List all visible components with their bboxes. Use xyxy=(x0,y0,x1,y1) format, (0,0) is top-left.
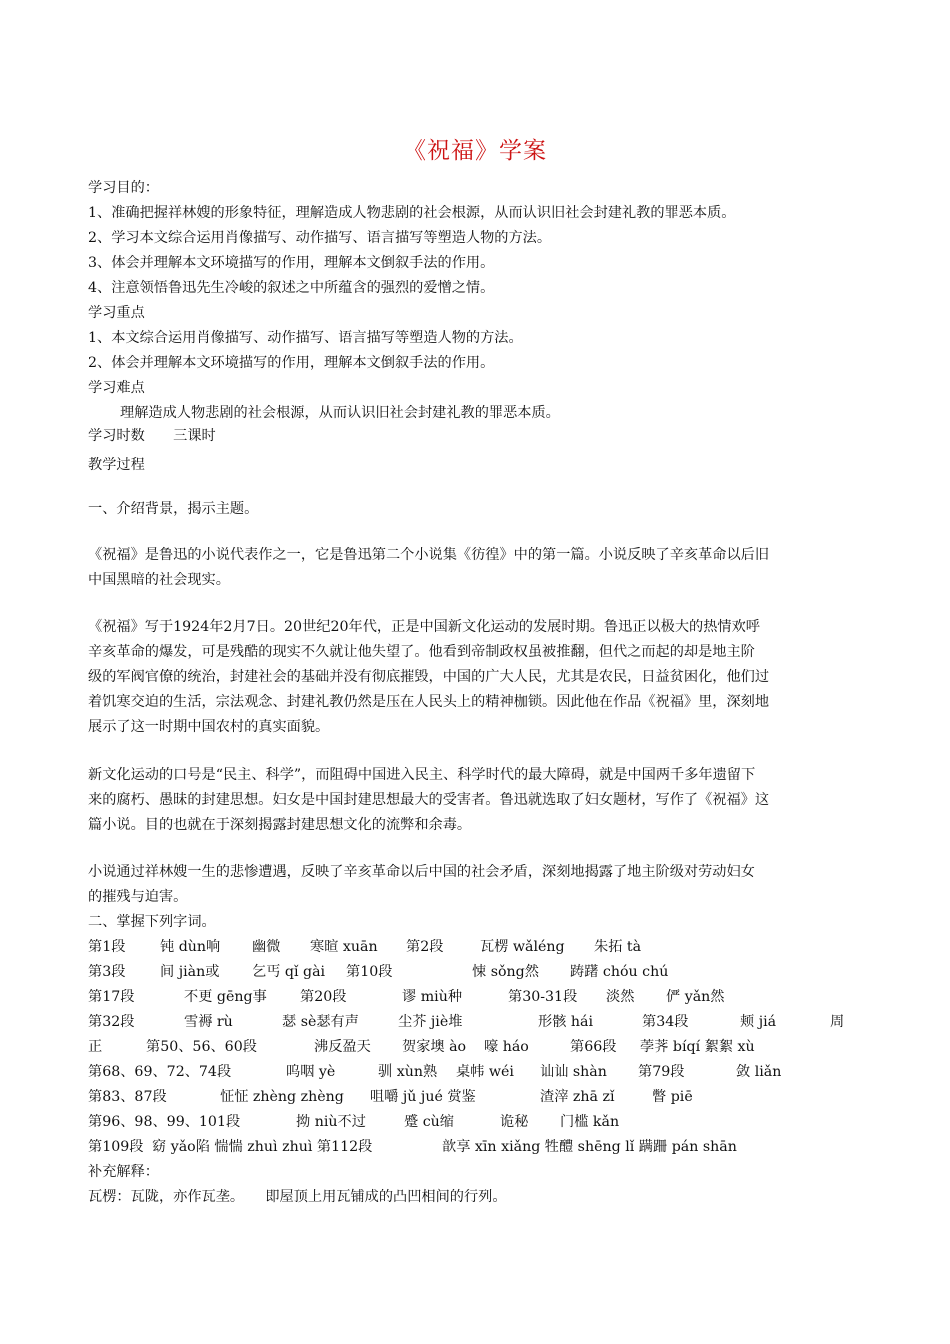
vocab-item: 乞丐 qǐ gài xyxy=(252,964,326,980)
paragraph-line: 中国黑暗的社会现实。 xyxy=(88,572,230,588)
supplement-text: 瓦楞：瓦陇，亦作瓦垄。 即屋顶上用瓦铺成的凸凹相间的行列。 xyxy=(88,1189,507,1205)
vocab-item: 尘芥 jiè堆 xyxy=(398,1014,463,1030)
objective-item: 3、体会并理解本文环境描写的作用，理解本文倒叙手法的作用。 xyxy=(88,255,495,271)
study-hours: 学习时数 三课时 xyxy=(88,428,216,444)
vocab-item: 呜咽 yè xyxy=(286,1064,336,1080)
vocab-item: 歆享 xīn xiǎng 牲醴 shēng lǐ 蹒跚 pán shān xyxy=(442,1139,737,1155)
objective-item: 4、注意领悟鲁迅先生冷峻的叙述之中所蕴含的强烈的爱憎之情。 xyxy=(88,280,495,296)
difficulty-heading: 学习难点 xyxy=(88,380,145,396)
vocab-item: 第30-31段 xyxy=(508,989,578,1005)
vocab-item: 第79段 xyxy=(638,1064,685,1080)
paragraph-line: 着饥寒交迫的生活，宗法观念、封建礼教仍然是压在人民头上的精神枷锁。因此他在作品《祝福》里，深刻地 xyxy=(88,694,770,710)
paragraph-line: 新文化运动的口号是“民主、科学”，而阻碍中国进入民主、科学时代的最大障碍，就是中国两千多年遗留下 xyxy=(88,767,756,783)
supplement-heading: 补充解释： xyxy=(88,1164,159,1180)
vocab-item: 颊 jiá xyxy=(740,1014,777,1030)
vocab-item: 幽微 xyxy=(252,939,281,955)
vocab-item: 桌帏 wéi xyxy=(456,1064,514,1080)
vocab-item: 淡然 xyxy=(606,989,635,1005)
process-heading: 教学过程 xyxy=(88,457,145,473)
vocab-item: 瑟 sè瑟有声 xyxy=(282,1014,359,1030)
paragraph-line: 级的军阀官僚的统治，封建社会的基础并没有彻底摧毁，中国的广大人民，尤其是农民，日益贫困化，他们过 xyxy=(88,669,770,685)
section-one-heading: 一、介绍背景，揭示主题。 xyxy=(88,501,259,517)
objectives-heading: 学习目的： xyxy=(88,180,159,196)
vocab-item: 第66段 xyxy=(570,1039,617,1055)
paragraph-line: 辛亥革命的爆发，可是残酷的现实不久就让他失望了。他看到帝制政权虽被推翻，但代之而起的却是地主阶 xyxy=(88,644,755,660)
vocab-item: 周 xyxy=(830,1014,845,1030)
vocab-item: 诡秘 xyxy=(500,1114,529,1130)
vocab-item: 第34段 xyxy=(642,1014,689,1030)
paragraph-line: 展示了这一时期中国农村的真实面貌。 xyxy=(88,719,330,735)
vocab-item: 荸荠 bíqí 絮絮 xù xyxy=(640,1039,755,1055)
vocab-item: 贺家墺 ào xyxy=(402,1039,467,1055)
document-title: 《祝福》学案 xyxy=(403,138,547,164)
objective-item: 2、学习本文综合运用肖像描写、动作描写、语言描写等塑造人物的方法。 xyxy=(88,230,552,246)
vocab-item: 第83、87段 xyxy=(88,1089,167,1105)
paragraph-line: 来的腐朽、愚昧的封建思想。妇女是中国封建思想最大的受害者。鲁迅就选取了妇女题材，写作了《祝福》这 xyxy=(88,792,770,808)
vocab-item: 敛 liǎn xyxy=(736,1064,782,1080)
vocab-item: 渣滓 zhā zǐ xyxy=(540,1089,615,1105)
vocab-item: 朱拓 tà xyxy=(594,939,642,955)
key-point-item: 1、本文综合运用肖像描写、动作描写、语言描写等塑造人物的方法。 xyxy=(88,330,523,346)
vocab-item: 正 xyxy=(88,1039,103,1055)
vocab-item: 窈 yǎo陷 惴惴 zhuì zhuì 第112段 xyxy=(152,1139,373,1155)
vocab-item: 寒暄 xuān xyxy=(310,939,378,955)
vocab-item: 瞥 piē xyxy=(652,1089,693,1105)
paragraph-line: 《祝福》写于1924年2月7日。20世纪20年代，正是中国新文化运动的发展时期。鲁迅正以极大的热情欢呼 xyxy=(88,619,760,635)
vocab-item: 踌躇 chóu chú xyxy=(570,964,669,980)
vocab-item: 雪褥 rù xyxy=(184,1014,233,1030)
vocab-item: 间 jiàn或 xyxy=(160,964,220,980)
vocab-item: 第10段 xyxy=(346,964,393,980)
objective-item: 1、准确把握祥林嫂的形象特征，理解造成人物悲剧的社会根源，从而认识旧社会封建礼教的罪恶本质。 xyxy=(88,205,736,221)
vocab-item: 形骸 hái xyxy=(538,1014,594,1030)
key-point-item: 2、体会并理解本文环境描写的作用，理解本文倒叙手法的作用。 xyxy=(88,355,495,371)
paragraph-line: 小说通过祥林嫂一生的悲惨遭遇，反映了辛亥革命以后中国的社会矛盾，深刻地揭露了地主阶级对劳动妇女 xyxy=(88,864,755,880)
section-two-heading: 二、掌握下列字词。 xyxy=(88,914,216,930)
vocab-item: 谬 miù种 xyxy=(402,989,463,1005)
vocab-item: 嚎 háo xyxy=(484,1039,529,1055)
vocab-item: 钝 dùn响 xyxy=(160,939,221,955)
vocab-item: 第1段 xyxy=(88,939,126,955)
key-points-heading: 学习重点 xyxy=(88,305,145,321)
vocab-item: 第32段 xyxy=(88,1014,135,1030)
vocab-item: 第2段 xyxy=(406,939,444,955)
vocab-item: 瓦楞 wǎléng xyxy=(480,939,565,955)
difficulty-text: 理解造成人物悲剧的社会根源，从而认识旧社会封建礼教的罪恶本质。 xyxy=(120,405,560,421)
paragraph-line: 的摧残与迫害。 xyxy=(88,889,188,905)
vocab-item: 沸反盈天 xyxy=(314,1039,371,1055)
vocab-item: 拗 niù不过 xyxy=(296,1114,366,1130)
vocab-item: 怔怔 zhèng zhèng xyxy=(220,1089,344,1105)
vocab-item: 驯 xùn熟 xyxy=(378,1064,438,1080)
vocab-item: 第109段 xyxy=(88,1139,144,1155)
vocab-item: 第3段 xyxy=(88,964,126,980)
vocab-item: 第17段 xyxy=(88,989,135,1005)
vocab-item: 咀嚼 jǔ jué 赏鉴 xyxy=(370,1089,476,1105)
vocab-item: 第20段 xyxy=(300,989,347,1005)
paragraph-line: 篇小说。目的也就在于深刻揭露封建思想文化的流弊和余毒。 xyxy=(88,817,472,833)
vocab-item: 讪讪 shàn xyxy=(540,1064,607,1080)
vocab-item: 不更 gēng事 xyxy=(184,989,267,1005)
paragraph-line: 《祝福》是鲁迅的小说代表作之一，它是鲁迅第二个小说集《彷徨》中的第一篇。小说反映了辛亥革命以后旧 xyxy=(88,547,770,563)
vocab-item: 蹙 cù缩 xyxy=(404,1114,454,1130)
vocab-item: 第96、98、99、101段 xyxy=(88,1114,241,1130)
vocab-item: 悚 sǒng然 xyxy=(472,964,539,980)
vocab-item: 俨 yǎn然 xyxy=(666,989,725,1005)
vocab-item: 第68、69、72、74段 xyxy=(88,1064,232,1080)
vocab-item: 第50、56、60段 xyxy=(146,1039,257,1055)
vocab-item: 门槛 kǎn xyxy=(560,1114,620,1130)
